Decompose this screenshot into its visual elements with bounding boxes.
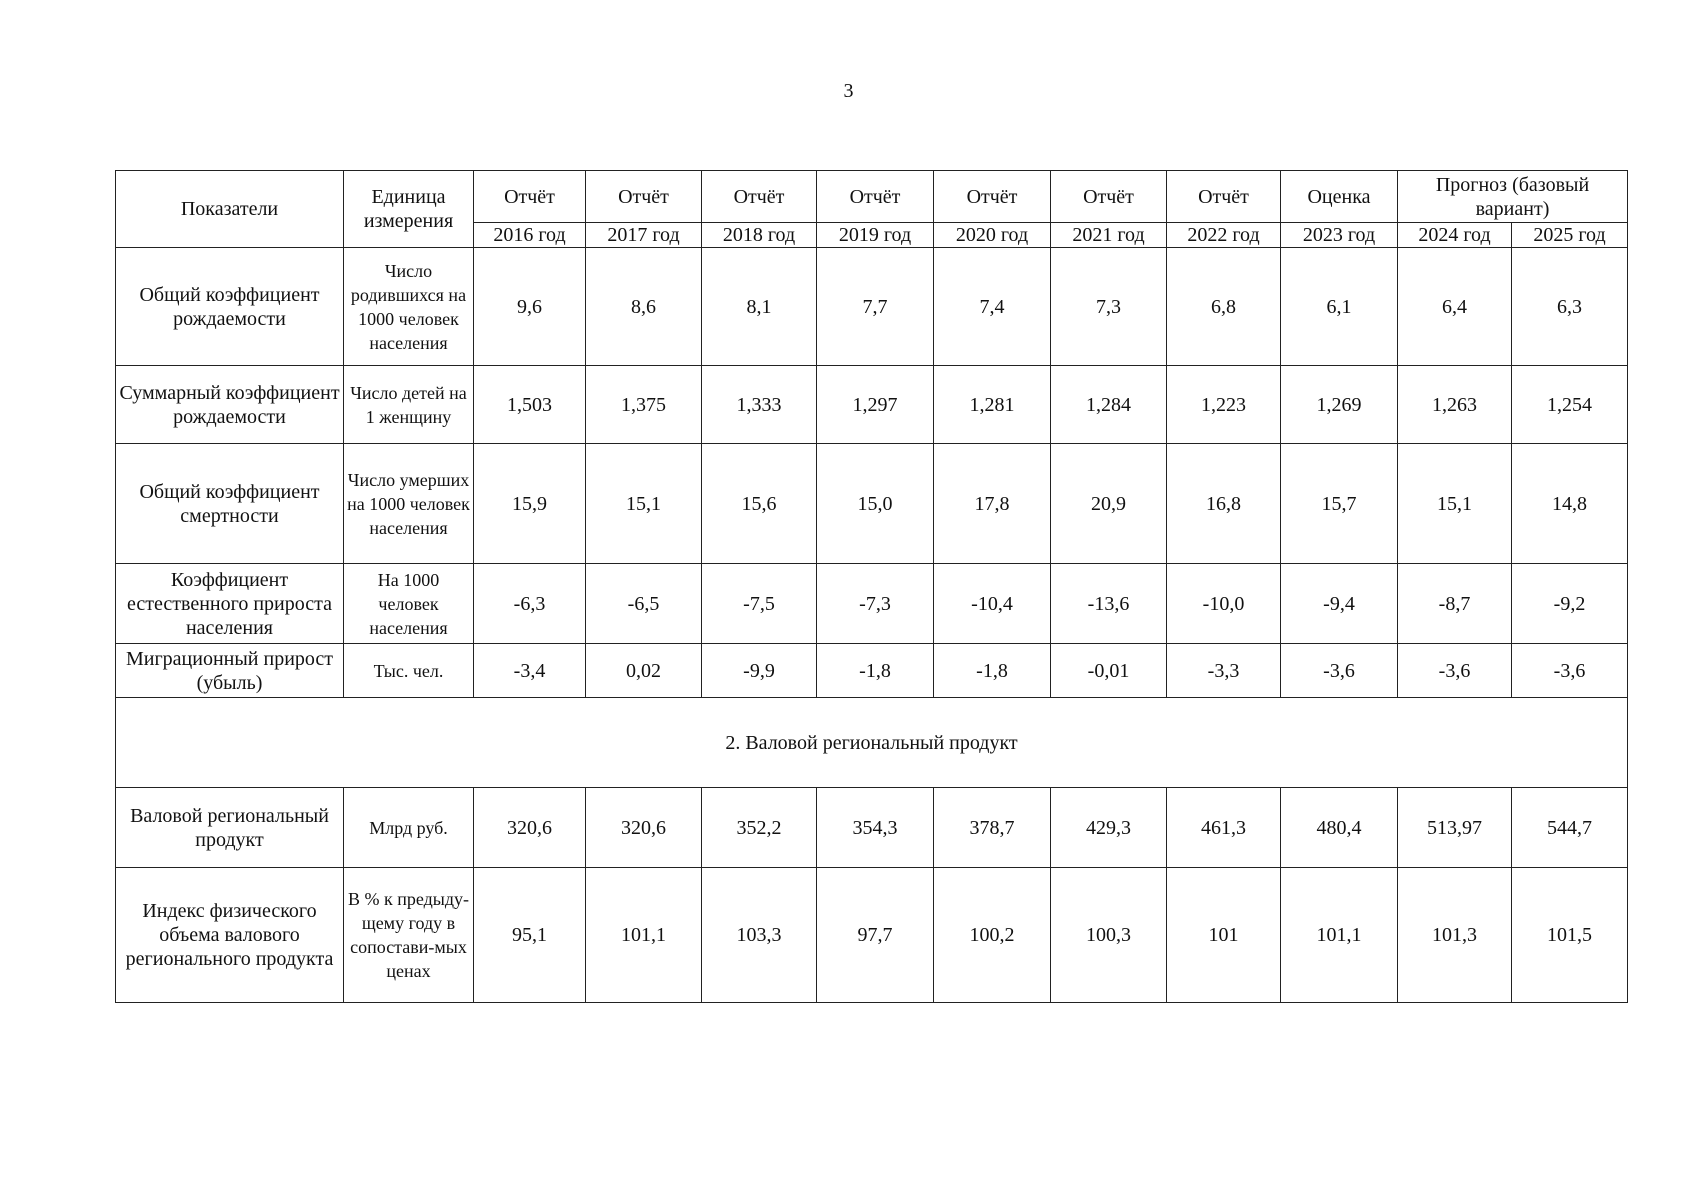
value-cell: 15,0: [817, 444, 934, 564]
value-cell: 101,5: [1512, 868, 1628, 1003]
table-row: [116, 788, 1628, 868]
value-cell: 1,503: [474, 366, 586, 444]
value-cell: 1,297: [817, 366, 934, 444]
value-cell: 97,7: [817, 868, 934, 1003]
value-cell: 103,3: [702, 868, 817, 1003]
value-cell: 16,8: [1167, 444, 1281, 564]
value-cell: 6,8: [1167, 248, 1281, 366]
unit-cell: Число умерших на 1000 человек населения: [344, 444, 474, 564]
header-year: 2017 год: [586, 223, 702, 248]
value-cell: 15,1: [586, 444, 702, 564]
value-cell: -7,3: [817, 564, 934, 644]
header-unit: Единица измерения: [344, 171, 474, 248]
value-cell: -10,0: [1167, 564, 1281, 644]
header-group: Отчёт: [934, 171, 1051, 223]
indicators-table: [115, 170, 1628, 1003]
value-cell: 14,8: [1512, 444, 1628, 564]
value-cell: -6,3: [474, 564, 586, 644]
header-year: 2023 год: [1281, 223, 1398, 248]
value-cell: 15,6: [702, 444, 817, 564]
value-cell: 1,263: [1398, 366, 1512, 444]
header-group: Отчёт: [702, 171, 817, 223]
value-cell: 352,2: [702, 788, 817, 868]
value-cell: -9,4: [1281, 564, 1398, 644]
unit-cell: На 1000 человек населения: [344, 564, 474, 644]
unit-cell: Тыс. чел.: [344, 644, 474, 698]
header-group: Оценка: [1281, 171, 1398, 223]
header-year: 2021 год: [1051, 223, 1167, 248]
table-row: [116, 868, 1628, 1003]
indicator-name: Суммарный коэффициент рождаемости: [116, 366, 344, 444]
value-cell: 17,8: [934, 444, 1051, 564]
header-group: Отчёт: [1167, 171, 1281, 223]
header-row: [116, 171, 1628, 223]
value-cell: 7,7: [817, 248, 934, 366]
value-cell: 1,284: [1051, 366, 1167, 444]
header-year: 2016 год: [474, 223, 586, 248]
value-cell: 6,3: [1512, 248, 1628, 366]
header-group: Отчёт: [817, 171, 934, 223]
value-cell: 429,3: [1051, 788, 1167, 868]
header-year: 2025 год: [1512, 223, 1628, 248]
value-cell: -10,4: [934, 564, 1051, 644]
indicator-name: Миграционный прирост (убыль): [116, 644, 344, 698]
value-cell: -7,5: [702, 564, 817, 644]
value-cell: 461,3: [1167, 788, 1281, 868]
value-cell: 513,97: [1398, 788, 1512, 868]
indicator-name: Валовой региональный продукт: [116, 788, 344, 868]
header-group: Отчёт: [586, 171, 702, 223]
value-cell: -3,3: [1167, 644, 1281, 698]
value-cell: -9,9: [702, 644, 817, 698]
value-cell: -3,6: [1512, 644, 1628, 698]
value-cell: 101,1: [1281, 868, 1398, 1003]
table-row: [116, 564, 1628, 644]
value-cell: 1,281: [934, 366, 1051, 444]
value-cell: 1,333: [702, 366, 817, 444]
indicator-name: Общий коэффициент смертности: [116, 444, 344, 564]
value-cell: 15,9: [474, 444, 586, 564]
unit-cell: Млрд руб.: [344, 788, 474, 868]
value-cell: -13,6: [1051, 564, 1167, 644]
page-number: 3: [843, 80, 854, 102]
value-cell: -8,7: [1398, 564, 1512, 644]
value-cell: 8,6: [586, 248, 702, 366]
value-cell: 1,223: [1167, 366, 1281, 444]
header-year: 2019 год: [817, 223, 934, 248]
value-cell: 15,1: [1398, 444, 1512, 564]
indicator-name: Индекс физического объема валового регионального продукта: [116, 868, 344, 1003]
value-cell: 354,3: [817, 788, 934, 868]
header-group: Отчёт: [1051, 171, 1167, 223]
indicator-name: Общий коэффициент рождаемости: [116, 248, 344, 366]
header-forecast: Прогноз (базовый вариант): [1398, 171, 1628, 223]
value-cell: 1,254: [1512, 366, 1628, 444]
value-cell: 101,3: [1398, 868, 1512, 1003]
unit-cell: В % к предыду-щему году в сопостави-мых ценах: [344, 868, 474, 1003]
value-cell: 378,7: [934, 788, 1051, 868]
value-cell: -3,6: [1281, 644, 1398, 698]
indicator-name: Коэффициент естественного прироста населения: [116, 564, 344, 644]
value-cell: 6,1: [1281, 248, 1398, 366]
unit-cell: Число детей на 1 женщину: [344, 366, 474, 444]
value-cell: 7,4: [934, 248, 1051, 366]
value-cell: -9,2: [1512, 564, 1628, 644]
value-cell: 320,6: [586, 788, 702, 868]
value-cell: 0,02: [586, 644, 702, 698]
unit-cell: Число родившихся на 1000 человек населения: [344, 248, 474, 366]
value-cell: 101,1: [586, 868, 702, 1003]
value-cell: -1,8: [817, 644, 934, 698]
table-row: [116, 248, 1628, 366]
value-cell: 15,7: [1281, 444, 1398, 564]
table-row: [116, 444, 1628, 564]
section-title: 2. Валовой региональный продукт: [116, 698, 1628, 788]
value-cell: 101: [1167, 868, 1281, 1003]
value-cell: 8,1: [702, 248, 817, 366]
value-cell: -1,8: [934, 644, 1051, 698]
header-year: 2018 год: [702, 223, 817, 248]
value-cell: -3,4: [474, 644, 586, 698]
value-cell: 544,7: [1512, 788, 1628, 868]
section-row: [116, 698, 1628, 788]
value-cell: 20,9: [1051, 444, 1167, 564]
value-cell: 480,4: [1281, 788, 1398, 868]
value-cell: -3,6: [1398, 644, 1512, 698]
header-year: 2022 год: [1167, 223, 1281, 248]
header-year: 2024 год: [1398, 223, 1512, 248]
table-row: [116, 366, 1628, 444]
header-group: Отчёт: [474, 171, 586, 223]
value-cell: 6,4: [1398, 248, 1512, 366]
table-row: [116, 644, 1628, 698]
value-cell: -6,5: [586, 564, 702, 644]
value-cell: 1,269: [1281, 366, 1398, 444]
header-year: 2020 год: [934, 223, 1051, 248]
value-cell: 7,3: [1051, 248, 1167, 366]
value-cell: 320,6: [474, 788, 586, 868]
header-indicator: Показатели: [116, 171, 344, 248]
value-cell: -0,01: [1051, 644, 1167, 698]
value-cell: 100,3: [1051, 868, 1167, 1003]
value-cell: 9,6: [474, 248, 586, 366]
value-cell: 1,375: [586, 366, 702, 444]
value-cell: 100,2: [934, 868, 1051, 1003]
value-cell: 95,1: [474, 868, 586, 1003]
